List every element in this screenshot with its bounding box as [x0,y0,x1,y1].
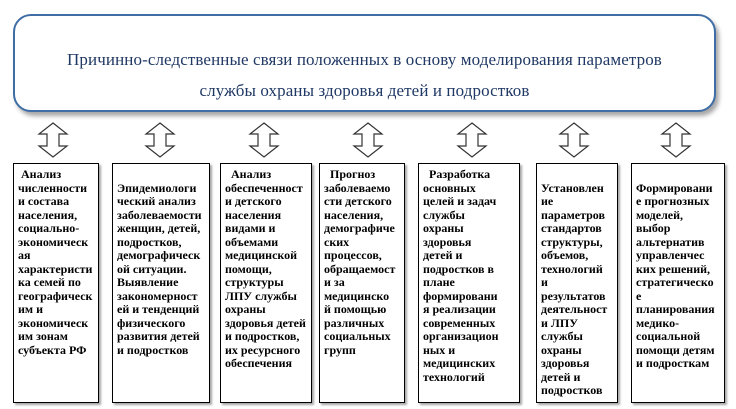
double-arrow-icon [37,122,69,158]
double-arrow-icon [352,122,384,158]
box-forecast: Прогноз заболеваемо сти детского населения, демографиче ских процессов, обращаемост и за медицинско й помощью различных социальных групп [319,163,405,403]
double-arrow-icon [144,122,176,158]
box-goals-development: Разработка основных целей и задач службы охраны здоровья детей и подростков в плане формировани я реализации современных организацион ных и медицинских технологий [418,163,520,403]
box-epidemiological-analysis: Эпидемиологи ческий анализ заболеваемости женщин, детей, подростков, демографическ ой ситуации. Выявление закономерност ей и тенденций физического развития детей и подростков [112,163,210,403]
box-forecast-models: Формировани е прогнозных моделей, выбор альтернатив управленчес ких решений, стратегическо е планирования медико- социальной помощи детям и подросткам [631,163,725,403]
box-standards: Установлен ие параметров стандартов структуры, объемов, технологий и результатов деятельност и ЛПУ службы охраны здоровья детей и подростков [536,163,618,403]
title-line-1: Причинно-следственные связи положенных в основу моделирования параметров [67,50,662,69]
box-provision-analysis: Анализ обеспеченност и детского населения видами и объемами медицинской помощи, структуры ЛПУ службы охраны здоровья детей и подростков, их ресурсного обеспечения [220,163,312,403]
box-population-analysis: Анализ численности и состава населения, социально- экономическ ая характеристи ка семей по географическ им и экономическ им зонам субъекта РФ [13,163,99,403]
double-arrow-icon [660,122,692,158]
double-arrow-icon [558,122,590,158]
title-box [13,14,716,112]
title-line-2: службы охраны здоровья детей и подростков [199,81,530,100]
double-arrow-icon [456,122,488,158]
double-arrow-icon [248,122,280,158]
